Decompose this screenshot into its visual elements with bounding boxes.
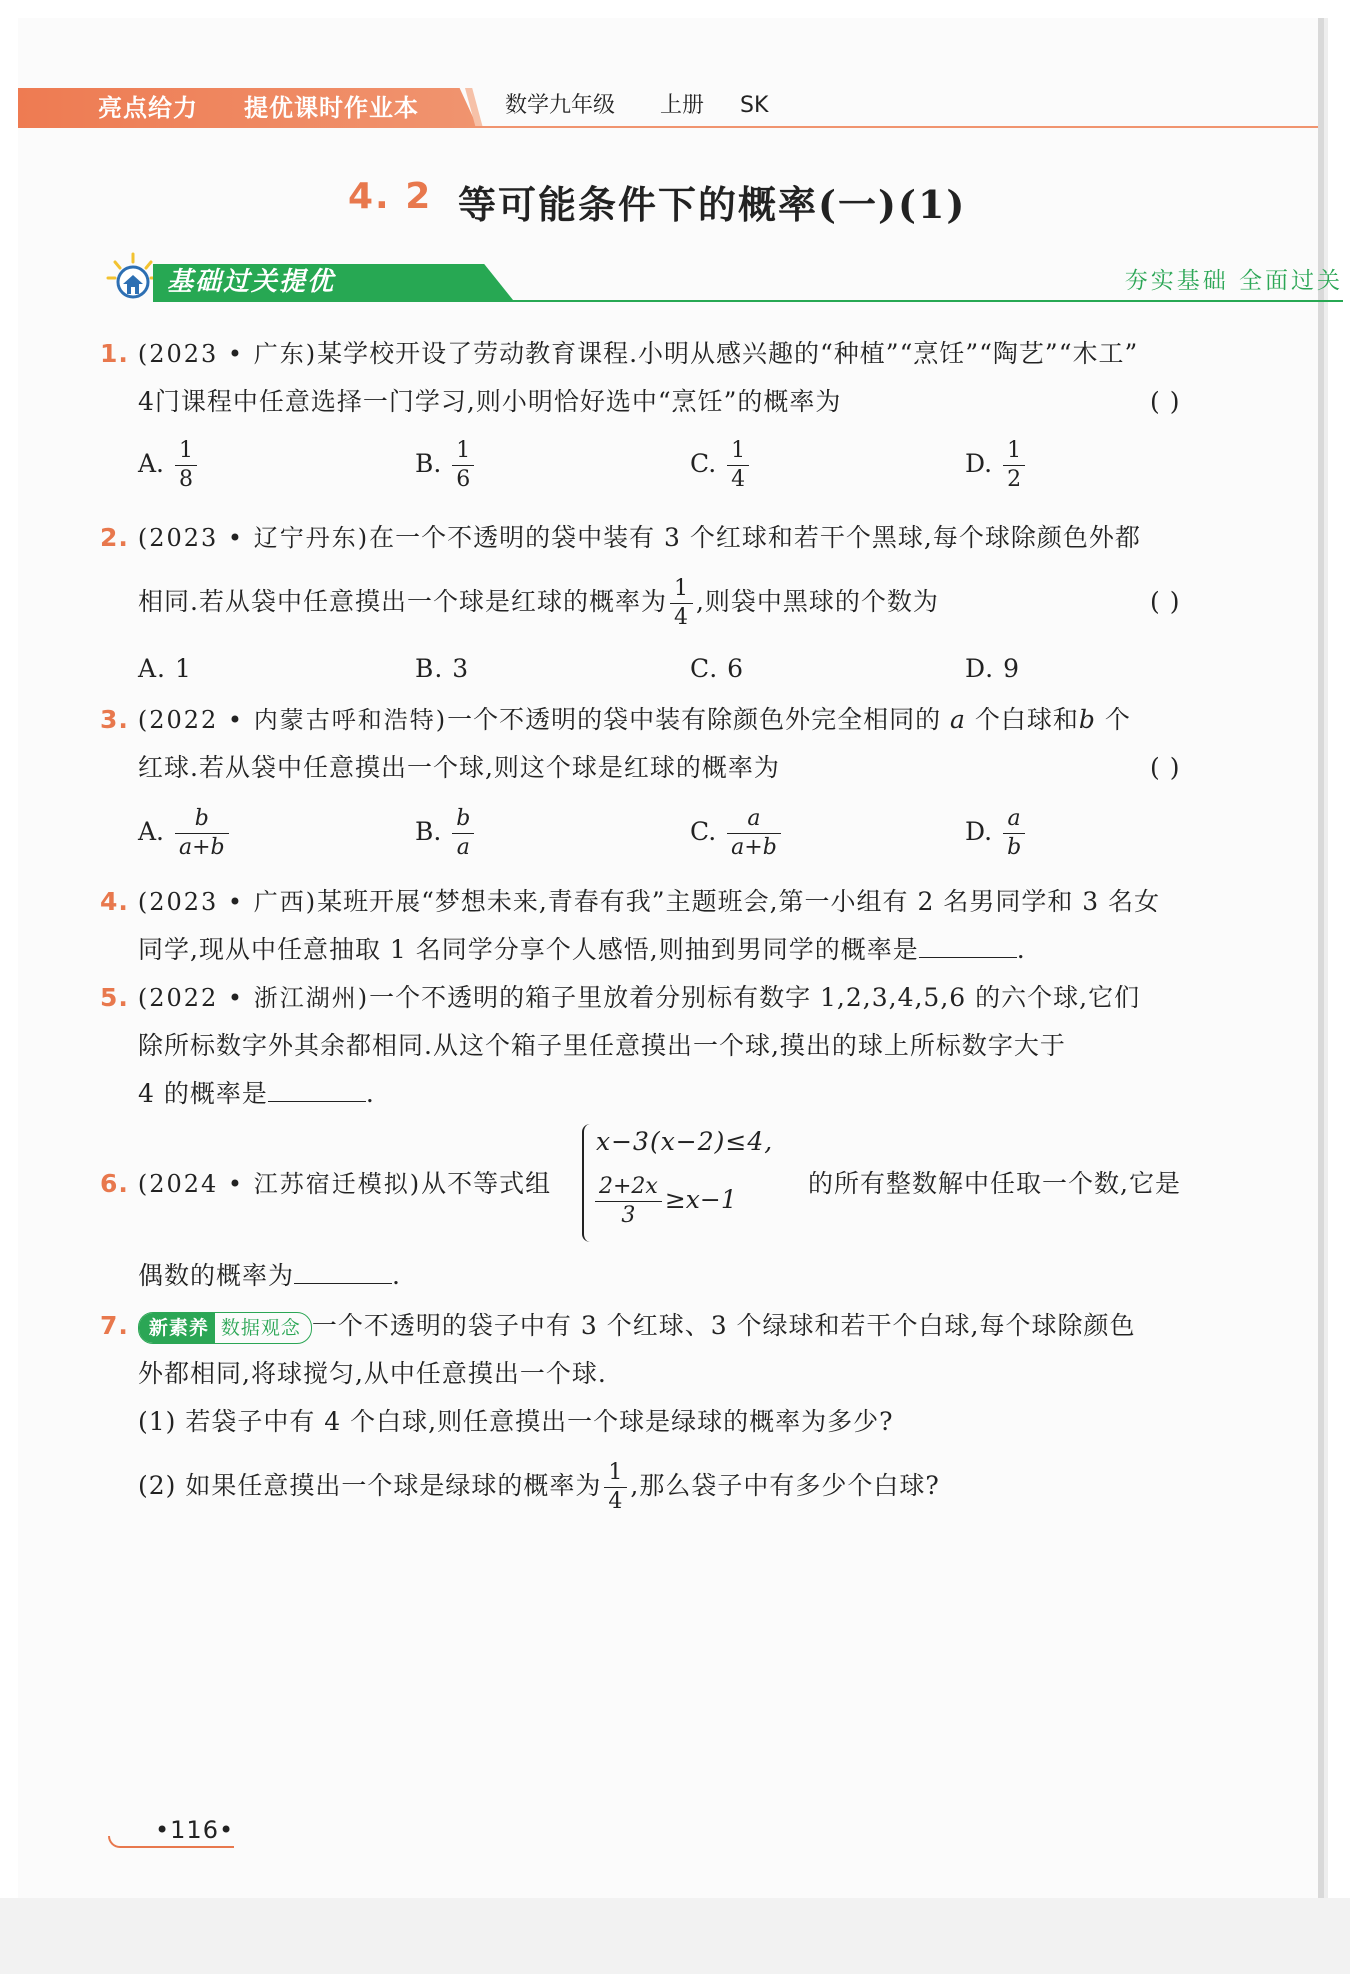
- section-number: 4. 2: [348, 176, 433, 217]
- question-3-number: 3.: [100, 705, 129, 734]
- question-7-sub-2: [138, 1462, 940, 1513]
- question-7-sub-2a: (2) 如果任意摸出一个球是绿球的概率为: [138, 1471, 602, 1500]
- option-fraction: $\frac{a}{a+b}$: [727, 808, 781, 859]
- question-2-option-d[interactable]: D. 9: [965, 654, 1020, 683]
- question-6-answer-blank[interactable]: [294, 1257, 392, 1284]
- question-2-source: (2023 • 辽宁丹东): [137, 524, 370, 552]
- question-7-line-2: 外都相同,将球搅匀,从中任意摸出一个球.: [138, 1359, 607, 1388]
- header-subject: 数学九年级: [505, 93, 616, 118]
- question-3-text-1b: 个白球和: [974, 705, 1079, 734]
- question-2-line-2: [138, 578, 939, 629]
- question-4-line-1: [100, 878, 1160, 926]
- question-1-text-1: 某学校开设了劳动教育课程.小明从感兴趣的“种植”“烹饪”“陶艺”“木工”: [317, 339, 1139, 368]
- section-tab: [105, 262, 1343, 304]
- badge-primary: 新素养: [139, 1313, 215, 1343]
- question-2-answer-paren[interactable]: ( ): [1150, 587, 1181, 616]
- question-1-line-1: [100, 330, 1138, 378]
- header-volume: 上册: [660, 93, 705, 118]
- question-1-source: (2023 • 广东): [137, 340, 318, 368]
- question-5-text-1: 一个不透明的箱子里放着分别标有数字 1,2,3,4,5,6 的六个球,它们: [369, 983, 1141, 1012]
- question-6-end: .: [392, 1261, 401, 1290]
- question-6-line-1: [100, 1160, 551, 1208]
- question-5-text-3: 4 的概率是: [138, 1079, 268, 1108]
- page-number: •116•: [155, 1816, 235, 1844]
- question-3-option-a[interactable]: A. $\frac{b}{a+b}$: [138, 808, 232, 859]
- question-6-source: (2024 • 江苏宿迁模拟): [137, 1170, 422, 1198]
- question-7-number: 7.: [100, 1311, 129, 1340]
- question-4-text-1: 某班开展“梦想未来,青春有我”主题班会,第一小组有 2 名男同学和 3 名女: [317, 887, 1161, 916]
- question-5-line-1: [100, 974, 1140, 1022]
- question-4-answer-blank[interactable]: [919, 931, 1017, 958]
- question-2-option-a[interactable]: A. 1: [138, 654, 192, 683]
- inequality-2: [592, 1176, 737, 1227]
- question-3-line-1: [100, 696, 1131, 744]
- option-label: D.: [965, 449, 993, 478]
- option-label: A.: [138, 449, 165, 478]
- question-2-text-2a: 相同.若从袋中任意摸出一个球是红球的概率为: [138, 587, 667, 616]
- question-6-lead: 从不等式组: [421, 1169, 552, 1198]
- question-7-sub-2b: ,那么袋子中有多少个白球?: [630, 1471, 940, 1500]
- tab-divider: [153, 300, 1343, 302]
- question-5-source: (2022 • 浙江湖州): [137, 984, 370, 1012]
- question-5-line-3: [138, 1070, 375, 1118]
- question-3-answer-paren[interactable]: ( ): [1150, 753, 1181, 782]
- tab-slogan: 夯实基础 全面过关: [1124, 268, 1343, 294]
- question-4-text-2: 同学,现从中任意抽取 1 名同学分享个人感悟,则抽到男同学的概率是: [138, 935, 919, 964]
- option-fraction: $\frac{1}{8}$: [175, 440, 197, 491]
- option-fraction: $\frac{b}{a+b}$: [175, 808, 229, 859]
- question-3-source: (2022 • 内蒙古呼和浩特): [137, 706, 448, 734]
- question-5-line-2: 除所标数字外其余都相同.从这个箱子里任意摸出一个球,摸出的球上所标数字大于: [138, 1031, 1066, 1060]
- question-1-option-b[interactable]: [415, 440, 477, 491]
- question-7-fraction: $\frac{1}{4}$: [604, 1462, 627, 1513]
- question-2-text-2b: ,则袋中黑球的个数为: [695, 587, 939, 616]
- question-2-number: 2.: [100, 523, 129, 552]
- question-1-option-c[interactable]: [690, 440, 752, 491]
- option-label: C.: [690, 449, 717, 478]
- question-1-number: 1.: [100, 339, 129, 368]
- question-3-option-c[interactable]: C. $\frac{a}{a+b}$: [690, 808, 784, 859]
- question-7-sub-1: (1) 若袋子中有 4 个白球,则任意摸出一个球是绿球的概率为多少?: [138, 1407, 894, 1436]
- question-4-number: 4.: [100, 887, 129, 916]
- question-5-number: 5.: [100, 983, 129, 1012]
- option-label: B.: [415, 449, 442, 478]
- question-6-text-2: 偶数的概率为: [138, 1261, 295, 1290]
- question-6-tail: 的所有整数解中任取一个数,它是: [808, 1169, 1181, 1198]
- question-4-line-2: [138, 926, 1026, 974]
- question-3-option-d[interactable]: D. $\frac{a}{b}$: [965, 808, 1028, 859]
- question-3-text-1c: 个: [1104, 705, 1131, 734]
- question-3-text-1a: 一个不透明的袋中装有除颜色外完全相同的: [447, 705, 942, 734]
- question-1-line-2: 4门课程中任意选择一门学习,则小明恰好选中“烹饪”的概率为: [138, 387, 842, 416]
- question-6-line-2: [138, 1252, 401, 1300]
- question-6-number: 6.: [100, 1169, 129, 1198]
- badge-secondary: 数据观念: [220, 1316, 301, 1339]
- new-literacy-badge: [138, 1312, 312, 1344]
- question-4-source: (2023 • 广西): [137, 888, 318, 916]
- question-3-option-b[interactable]: B. $\frac{b}{a}$: [415, 808, 477, 859]
- inequality-2-fraction: $\frac{2+2x}{3}$: [595, 1176, 662, 1227]
- lighthouse-icon: [105, 250, 161, 304]
- var-a: a: [950, 705, 966, 734]
- question-7-text-1: 一个不透明的袋子中有 3 个红球、3 个绿球和若干个白球,每个球除颜色: [311, 1311, 1136, 1340]
- question-2-option-c[interactable]: C. 6: [690, 654, 745, 683]
- inequality-1: x−3(x−2)≤4,: [596, 1127, 774, 1156]
- question-3-line-2: 红球.若从袋中任意摸出一个球,则这个球是红球的概率为: [138, 753, 780, 782]
- var-b: b: [1078, 705, 1096, 734]
- question-5-end: .: [365, 1079, 375, 1108]
- scan-margin: [0, 1898, 1350, 1974]
- option-fraction: $\frac{1}{2}$: [1003, 440, 1025, 491]
- header-edition: SK: [740, 93, 769, 118]
- inequality-2-rest: ≥x−1: [664, 1185, 737, 1214]
- question-5-answer-blank[interactable]: [268, 1075, 366, 1102]
- tab-label: 基础过关提优: [167, 267, 336, 297]
- question-2-line-1: [100, 514, 1141, 562]
- question-1-option-d[interactable]: [965, 440, 1028, 491]
- option-fraction: $\frac{1}{4}$: [727, 440, 749, 491]
- question-2-option-b[interactable]: B. 3: [415, 654, 470, 683]
- option-fraction: $\frac{1}{6}$: [452, 440, 474, 491]
- header-series: 提优课时作业本: [244, 94, 419, 122]
- option-fraction: $\frac{b}{a}$: [452, 808, 474, 859]
- header-divider: [470, 126, 1318, 128]
- section-title: 等可能条件下的概率(一)(1): [458, 182, 967, 227]
- question-1-answer-paren[interactable]: ( ): [1150, 387, 1181, 416]
- option-fraction: $\frac{a}{b}$: [1003, 808, 1025, 859]
- question-2-text-1: 在一个不透明的袋中装有 3 个红球和若干个黑球,每个球除颜色外都: [369, 523, 1141, 552]
- question-1-option-a[interactable]: [138, 440, 200, 491]
- header-brand: 亮点给力: [98, 94, 198, 122]
- question-2-fraction: $\frac{1}{4}$: [670, 578, 693, 629]
- question-7-line-1: [100, 1302, 1136, 1350]
- question-4-end: .: [1016, 935, 1026, 964]
